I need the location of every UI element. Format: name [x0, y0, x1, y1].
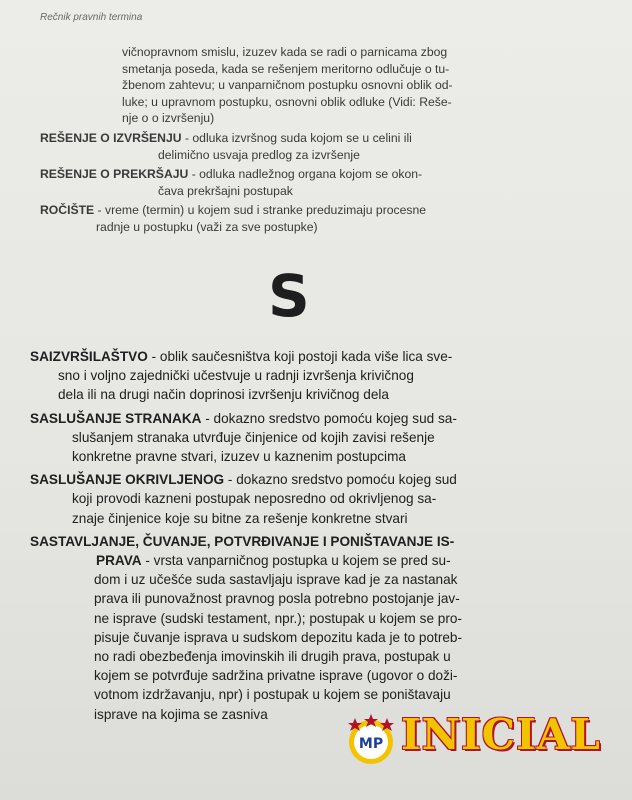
text-line: dela ili na drugi način doprinosi izvršenju krivičnog dela: [58, 387, 389, 403]
entry-definition: - vrsta vanparničnog postupka u kojem se pred su-: [141, 553, 451, 569]
entry-sastavljanje-isprava: [30, 532, 600, 724]
text-line: znaje činjenice koje su bitne za rešenje konkretne stvari: [72, 510, 408, 526]
text-line: delimično usvaja predlog za izvršenje: [158, 147, 360, 162]
entry-saslusanje-okrivljenog: [30, 470, 600, 528]
text-line: no radi obezbeđenja imovinskih ili drugih prava, postupak u: [94, 649, 451, 665]
text-line: kojem se potvrđuje sadržina privatne isprave (ugovor o doži-: [94, 668, 458, 684]
badge-icon: [343, 712, 399, 768]
entry-definition: - dokazno sredstvo pomoću kojeg sud: [224, 472, 457, 488]
text-line: čava prekršajni postupak: [158, 183, 293, 198]
continuation-text: [40, 44, 600, 127]
entry-term: REŠENJE O PREKRŠAJU: [40, 167, 189, 182]
text-line: žbenom zahtevu; u vanparničnom postupku osnovni oblik od-: [122, 78, 453, 93]
text-line: dom i uz učešće suda sastavljaju isprave kad je za nastanak: [94, 572, 458, 588]
text-line: nje o o izvršenju): [122, 111, 215, 126]
top-entries: [40, 44, 600, 236]
badge-text: MP: [358, 736, 384, 752]
entry-definition: - odluka nadležnog organa kojom se okon-: [188, 167, 423, 182]
entry-resenje-o-prekrsaju: [40, 166, 600, 199]
watermark-logo: [343, 700, 613, 780]
entry-term-continuation: PRAVA: [96, 553, 142, 569]
main-entries: [30, 347, 600, 728]
entry-term: SASTAVLJANJE, ČUVANJE, POTVRĐIVANJE I PONIŠTAVANJE IS-: [30, 533, 455, 549]
entry-saizvrsilastvo: [30, 347, 600, 405]
text-line: radnje u postupku (važi za sve postupke): [96, 219, 318, 234]
entry-term: ROČIŠTE: [40, 203, 95, 218]
entry-definition: - dokazno sredstvo pomoću kojeg sud sa-: [201, 410, 457, 426]
running-head: Rečnik pravnih termina: [40, 12, 143, 23]
entry-resenje-o-izvrsenju: [40, 130, 600, 163]
text-line: slušanjem stranaka utvrđuje činjenice od kojih zavisi rešenje: [72, 429, 435, 445]
entry-definition: - oblik saučesništva koji postoji kada više lica sve-: [147, 349, 453, 364]
entry-term: SASLUŠANJE OKRIVLJENOG: [30, 472, 225, 488]
text-line: pisuje čuvanje isprava u sudskom depozitu kada je to potreb-: [94, 629, 463, 645]
text-line: ne isprave (sudski testament, npr.); postupak u kojem se pro-: [94, 610, 462, 626]
text-line: koji provodi kazneni postupak neposredno od okrivljenog sa-: [72, 491, 437, 507]
text-line: vičnopravnom smislu, izuzev kada se radi o parnicama zbog: [122, 45, 448, 59]
text-line: luke; u upravnom postupku, osnovni oblik odluke (Vidi: Reše-: [122, 94, 452, 109]
entry-term: SAIZVRŠILAŠTVO: [30, 349, 148, 364]
entry-saslusanje-stranaka: [30, 409, 600, 467]
entry-definition: - vreme (termin) u kojem sud i stranke preduzimaju procesne: [94, 203, 427, 218]
section-letter: S: [268, 262, 310, 330]
text-line: sno i voljno zajednički učestvuje u radnji izvršenja krivičnog: [58, 368, 414, 384]
text-line: isprave na kojima se zasniva: [94, 706, 268, 722]
text-line: votnom izdržavanju, npr) i postupak u kojem se poništavaju: [94, 687, 451, 703]
text-line: prava ili punovažnost pravnog posla potrebno postojanje jav-: [94, 591, 460, 607]
entry-rociste: [40, 202, 600, 235]
text-line: smetanja poseda, kada se rešenjem meritorno odlučuje o tu-: [122, 61, 450, 76]
brand-text: INICIAL: [401, 710, 601, 759]
entry-term: REŠENJE O IZVRŠENJU: [40, 130, 182, 145]
entry-definition: - odluka izvršnog suda kojom se u celini ili: [181, 130, 412, 145]
text-line: konkretne pravne stvari, izuzev u kaznenim postupcima: [72, 449, 406, 465]
entry-term: SASLUŠANJE STRANAKA: [30, 410, 202, 426]
